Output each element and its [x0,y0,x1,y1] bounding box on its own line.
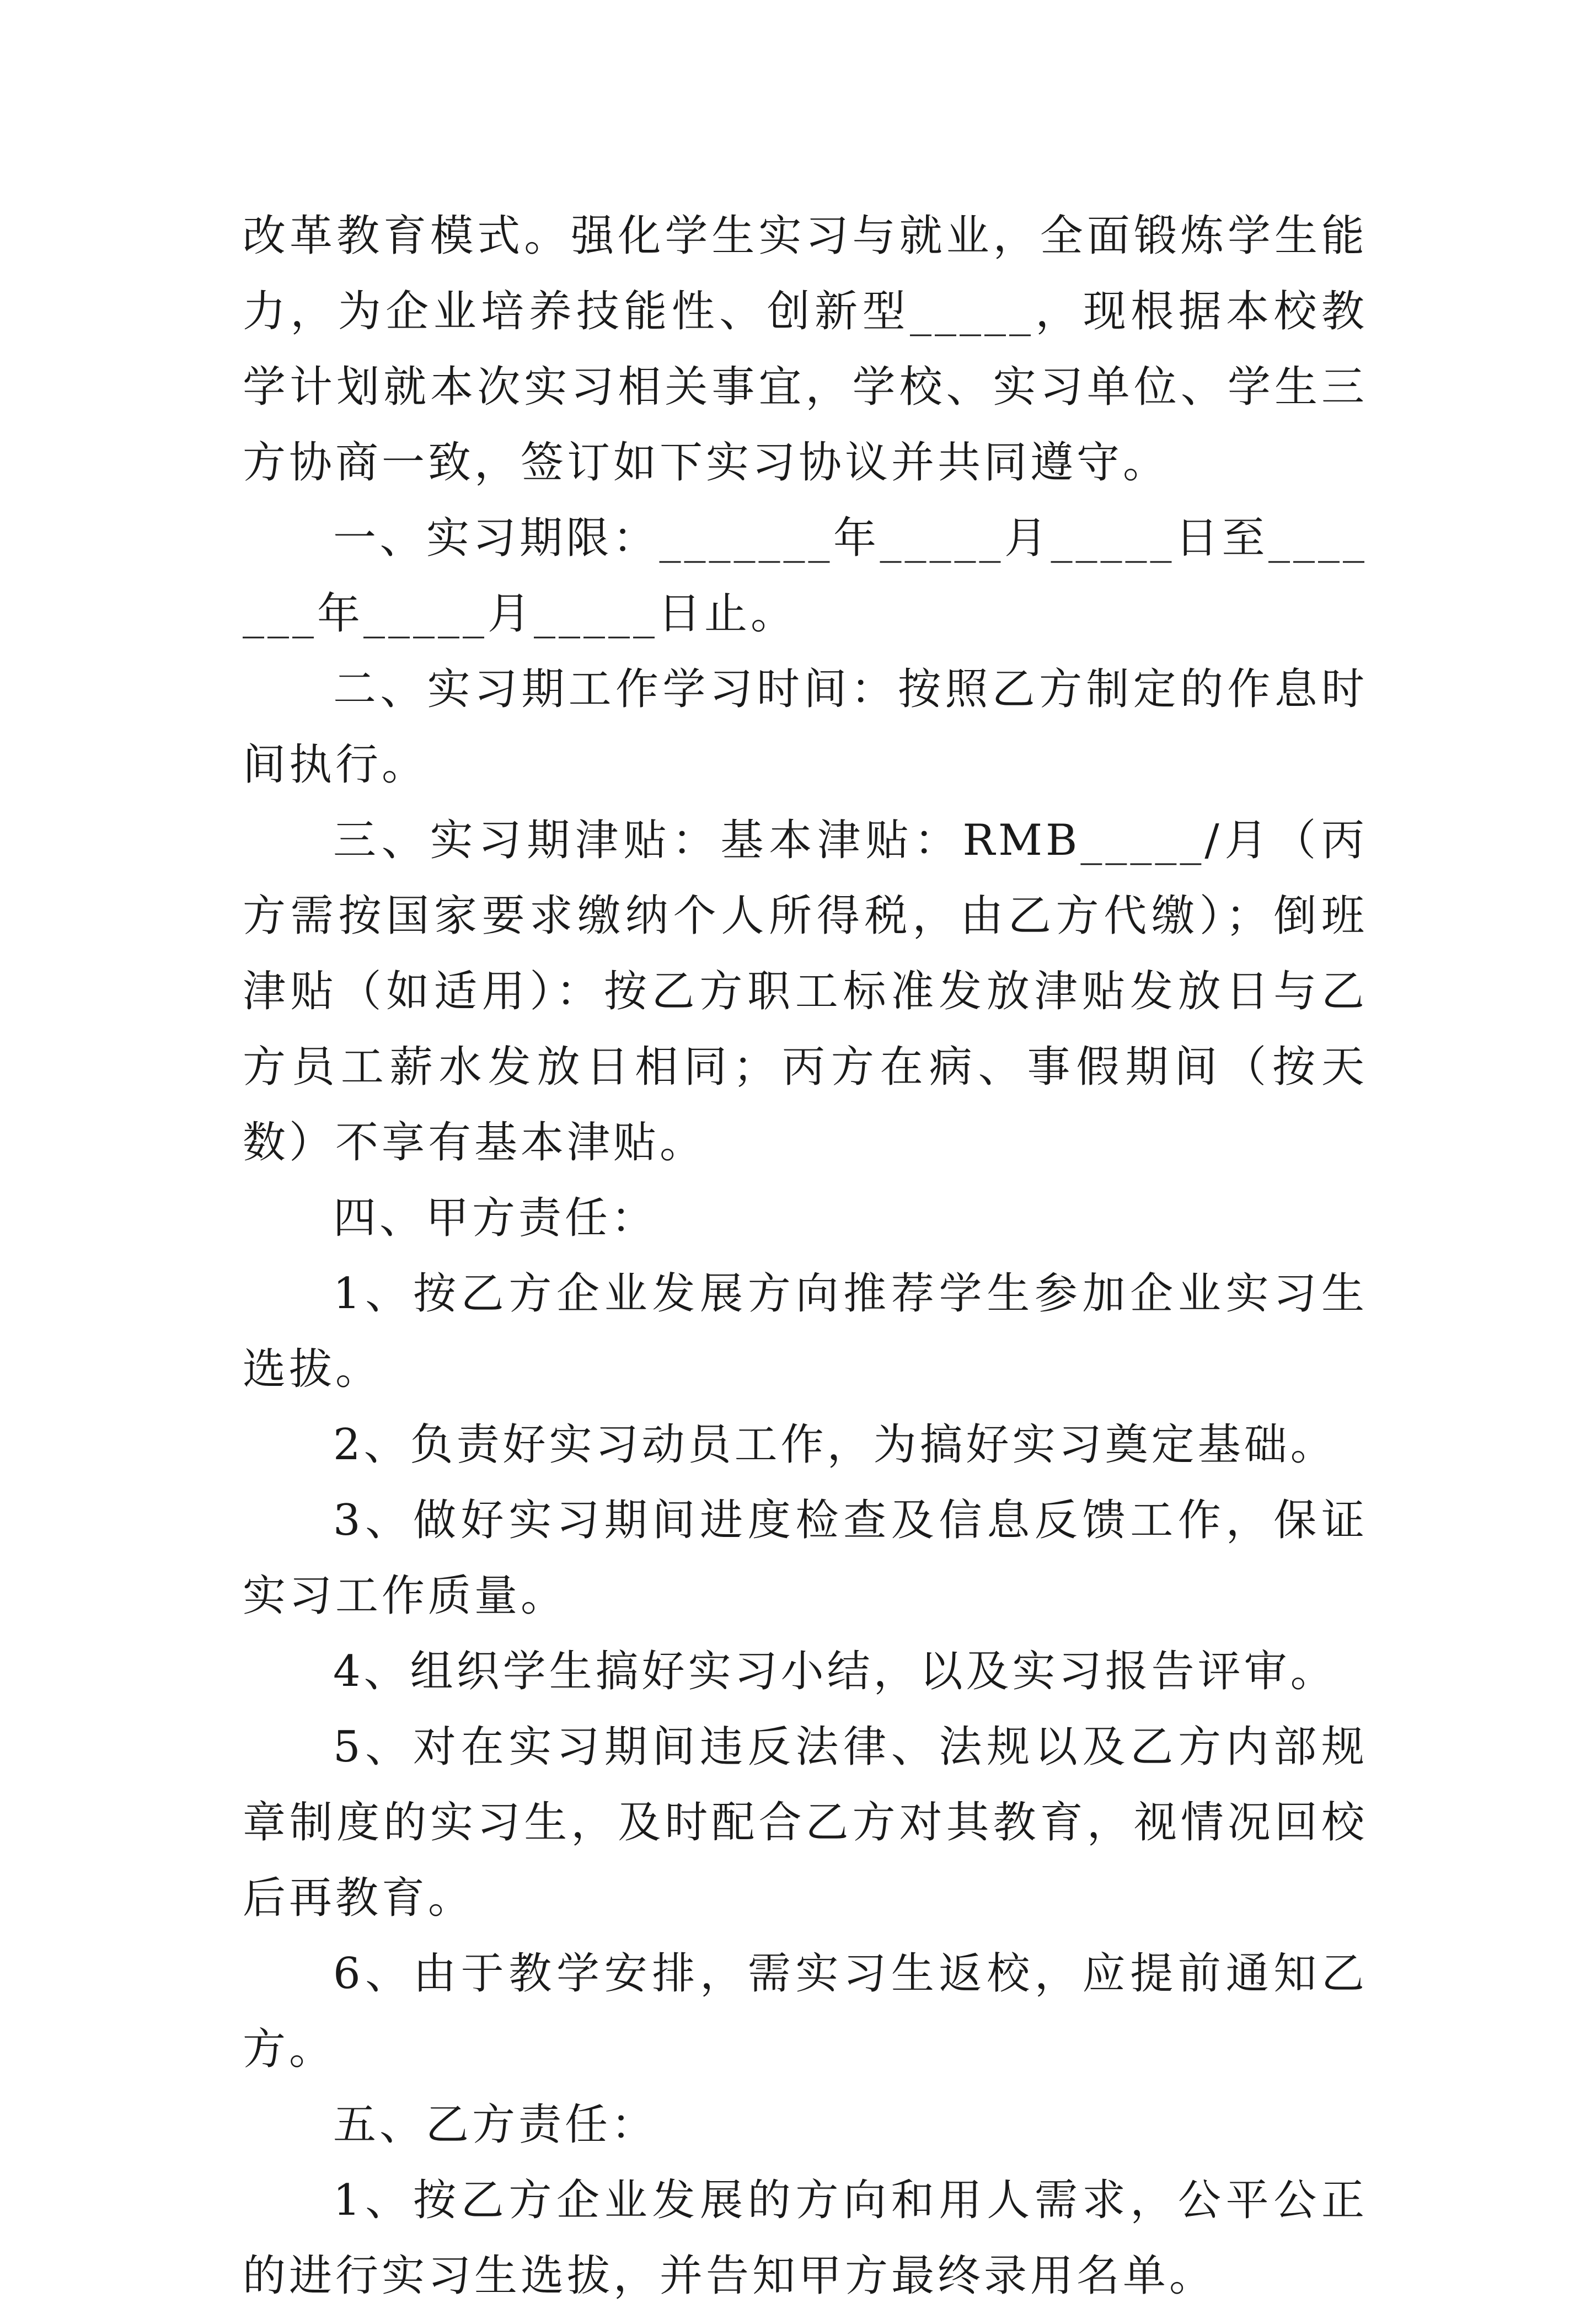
list-item: 2、负责好实习动员工作，为搞好实习奠定基础。 [333,1420,1337,1470]
list-item: 1、按乙方企业发展方向推荐学生参加企业实习生选拔。 [243,1269,1368,1394]
document-body [243,199,1368,2314]
list-item: 3、做好实习期间进度检查及信息反馈工作，保证实习工作质量。 [243,1496,1368,1621]
list-item: 1、按乙方企业发展的方向和用人需求，公平公正的进行实习生选拔，并告知甲方最终录用名单。 [243,2176,1368,2301]
paragraph-intro: 改革教育模式。强化学生实习与就业，全面锻炼学生能力，为企业培养技能性、创新型_____，现根据本校教学计划就本次实习相关事宜，学校、实习单位、学生三方协商一致，签订如下实习协议并共同遵守。 [243,211,1368,488]
heading-party-b-duties: 五、乙方责任： [333,2100,658,2150]
heading-party-a-duties: 四、甲方责任： [333,1193,658,1243]
paragraph-internship-period: 一、实习期限：_______年_____月_____日至_______年_____月_____日止。 [243,513,1368,639]
paragraph-allowance: 三、实习期津贴：基本津贴：RMB_____/月（丙方需按国家要求缴纳个人所得税，由乙方代缴）；倒班津贴（如适用）：按乙方职工标准发放津贴发放日与乙方员工薪水发放日相同；丙方在病、事假期间（按天数）不享有基本津贴。 [243,816,1368,1167]
paragraph-work-hours: 二、实习期工作学习时间：按照乙方制定的作息时间执行。 [243,665,1368,790]
list-item: 6、由于教学安排，需实习生返校，应提前通知乙方。 [243,1949,1368,2074]
list-item: 5、对在实习期间违反法律、法规以及乙方内部规章制度的实习生，及时配合乙方对其教育，视情况回校后再教育。 [243,1722,1368,1923]
list-item: 4、组织学生搞好实习小结，以及实习报告评审。 [333,1647,1337,1696]
